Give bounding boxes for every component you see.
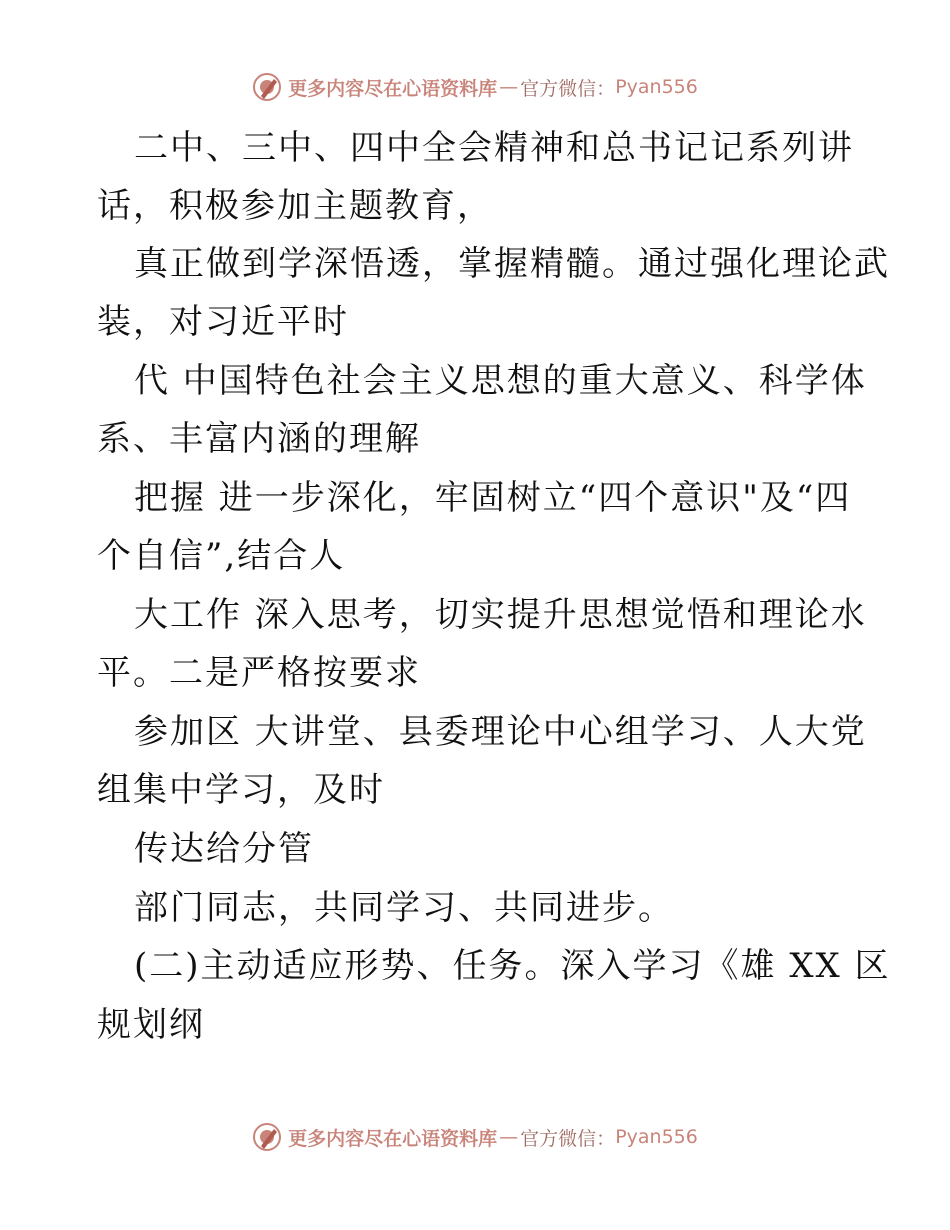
text-line: 代 中国特色社会主义思想的重大意义、科学体 <box>134 361 867 401</box>
footer-watermark <box>0 1122 950 1152</box>
text-line: 装，对习近平时 <box>97 302 349 342</box>
text-line: 部门同志，共同学习、共同进步。 <box>134 888 674 928</box>
watermark-id: Pyan556 <box>615 76 698 98</box>
text-line: 个自信”,结合人 <box>97 536 346 576</box>
logo-icon <box>252 1122 282 1152</box>
text-line: 规划纲 <box>97 1005 205 1045</box>
text-line: 大工作 深入思考，切实提升思想觉悟和理论水 <box>134 595 867 635</box>
text-line: 传达给分管 <box>134 829 314 869</box>
header-watermark <box>0 72 950 102</box>
watermark-main: 更多内容尽在心语资料库 <box>288 77 498 100</box>
text-line: 话，积极参加主题教育， <box>97 186 493 226</box>
watermark-dash: — <box>499 76 519 98</box>
text-line: 真正做到学深悟透，掌握精髓。通过强化理论武 <box>134 244 890 284</box>
text-line: 平。二是严格按要求 <box>97 653 421 693</box>
text-line: 组集中学习，及时 <box>97 770 385 810</box>
text-line: 二中、三中、四中全会精神和总书记记系列讲 <box>134 128 854 168</box>
text-line: 系、丰富内涵的理解 <box>97 419 421 459</box>
text-line: (二)主动适应形势、任务。深入学习《雄 XX 区 <box>134 946 891 986</box>
watermark-sub: 官方微信： <box>520 1127 616 1150</box>
watermark-id: Pyan556 <box>615 1126 698 1148</box>
watermark-main: 更多内容尽在心语资料库 <box>288 1127 498 1150</box>
logo-icon <box>252 72 282 102</box>
text-line: 参加区 大讲堂、县委理论中心组学习、人大党 <box>134 712 867 752</box>
watermark-sub: 官方微信： <box>520 77 616 100</box>
watermark-dash: — <box>499 1126 519 1148</box>
text-line: 把握 进一步深化，牢固树立“四个意识"及“四 <box>134 478 852 518</box>
